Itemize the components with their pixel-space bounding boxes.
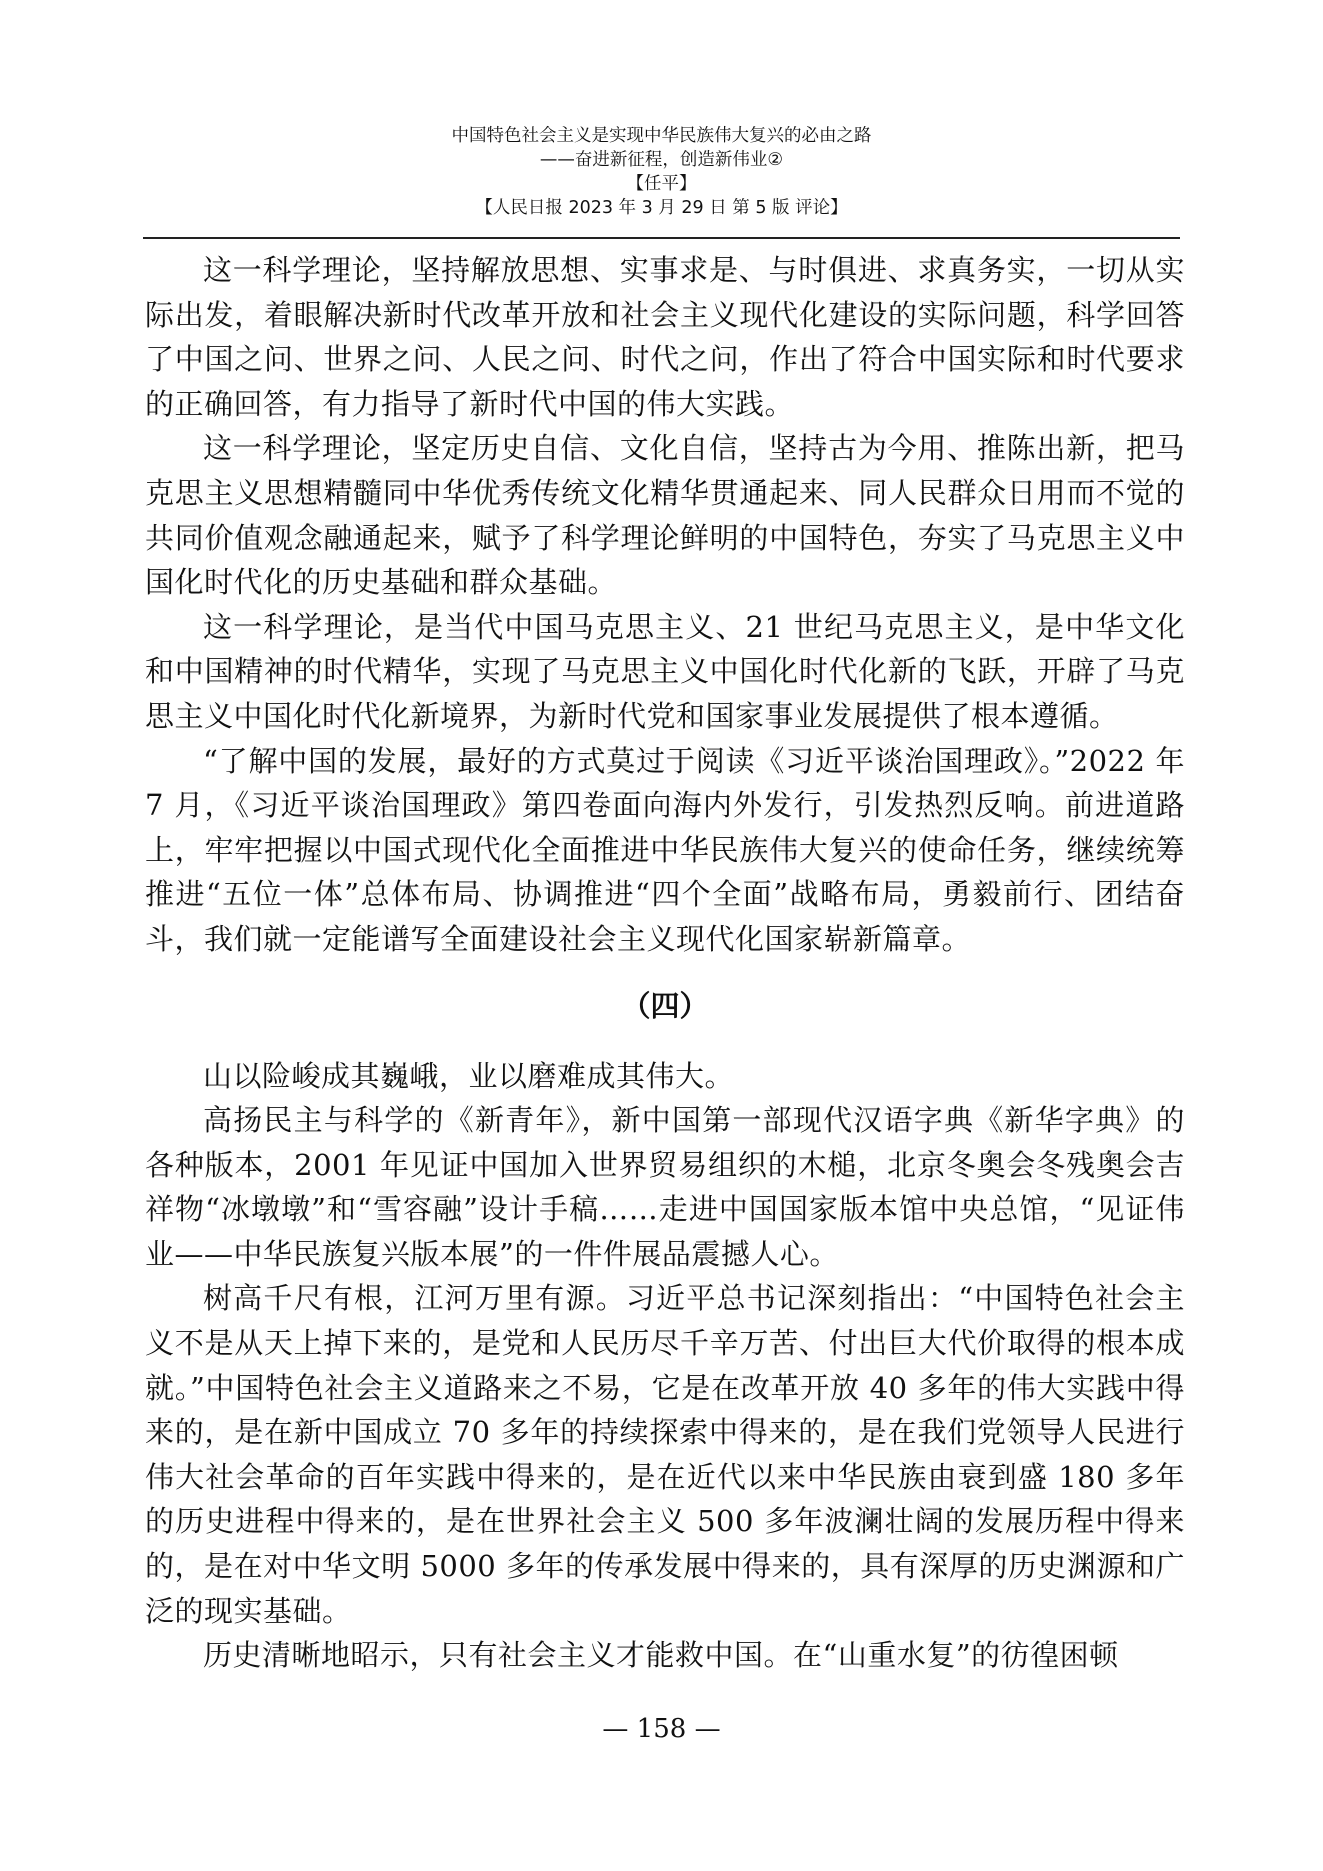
paragraph: 这一科学理论，坚持解放思想、实事求是、与时俱进、求真务实，一切从实际出发，着眼解决新时代改革开放和社会主义现代化建设的实际问题，科学回答了中国之问、世界之问、人民之问、时代之问，作出了符合中国实际和时代要求的正确回答，有力指导了新时代中国的伟大实践。 bbox=[145, 253, 1185, 421]
paragraph: 历史清晰地昭示，只有社会主义才能救中国。在“山重水复”的彷徨困顿 bbox=[203, 1638, 1119, 1673]
document-source: 【人民日报 2023 年 3 月 29 日 第 5 版 评论】 bbox=[475, 198, 848, 218]
document-header bbox=[0, 124, 1323, 220]
document-subtitle: ——奋进新征程，创造新伟业② bbox=[539, 150, 784, 170]
document-author: 【任平】 bbox=[626, 174, 697, 194]
page-number: — 158 — bbox=[602, 1714, 721, 1744]
paragraph: 这一科学理论，是当代中国马克思主义、21 世纪马克思主义，是中华文化和中国精神的时代精华，实现了马克思主义中国化时代化新的飞跃，开辟了马克思主义中国化时代化新境界，为新时代党和国家事业发展提供了根本遵循。 bbox=[145, 609, 1185, 733]
paragraph: 山以险峻成其巍峨，业以磨难成其伟大。 bbox=[203, 1058, 735, 1093]
paragraph: 高扬民主与科学的《新青年》，新中国第一部现代汉语字典《新华字典》的各种版本，2001 年见证中国加入世界贸易组织的木槌，北京冬奥会冬残奥会吉祥物“冰墩墩”和“雪容融”设计手稿……走进中国国家版本馆中央总馆，“见证伟业——中华民族复兴版本展”的一件件展品震撼人心。 bbox=[145, 1103, 1185, 1271]
article-body bbox=[145, 248, 1185, 1678]
section-heading: （四） bbox=[621, 988, 709, 1023]
paragraph: 树高千尺有根，江河万里有源。习近平总书记深刻指出：“中国特色社会主义不是从天上掉下来的，是党和人民历尽千辛万苦、付出巨大代价取得的根本成就。”中国特色社会主义道路来之不易，它是在改革开放 40 多年的伟大实践中得来的，是在新中国成立 70 多年的持续探索中得来的，是在我们党领导人民进行伟大社会革命的百年实践中得来的，是在近代以来中华民族由衰到盛 180 多年的历史进程中得来的，是在世界社会主义 500 多年波澜壮阔的发展历程中得来的，是在对中华文明 5000 多年的传承发展中得来的，具有深厚的历史渊源和广泛的现实基础。 bbox=[145, 1281, 1185, 1628]
paragraph: “了解中国的发展，最好的方式莫过于阅读《习近平谈治国理政》。”2022 年 7 月，《习近平谈治国理政》第四卷面向海内外发行，引发热烈反响。前进道路上，牢牢把握以中国式现代化全面推进中华民族伟大复兴的使命任务，继续统筹推进“五位一体”总体布局、协调推进“四个全面”战略布局，勇毅前行、团结奋斗，我们就一定能谱写全面建设社会主义现代化国家崭新篇章。 bbox=[145, 743, 1185, 956]
header-divider bbox=[143, 237, 1180, 239]
document-title: 中国特色社会主义是实现中华民族伟大复兴的必由之路 bbox=[451, 126, 872, 146]
paragraph: 这一科学理论，坚定历史自信、文化自信，坚持古为今用、推陈出新，把马克思主义思想精髓同中华优秀传统文化精华贯通起来、同人民群众日用而不觉的共同价值观念融通起来，赋予了科学理论鲜明的中国特色，夯实了马克思主义中国化时代化的历史基础和群众基础。 bbox=[145, 431, 1185, 600]
